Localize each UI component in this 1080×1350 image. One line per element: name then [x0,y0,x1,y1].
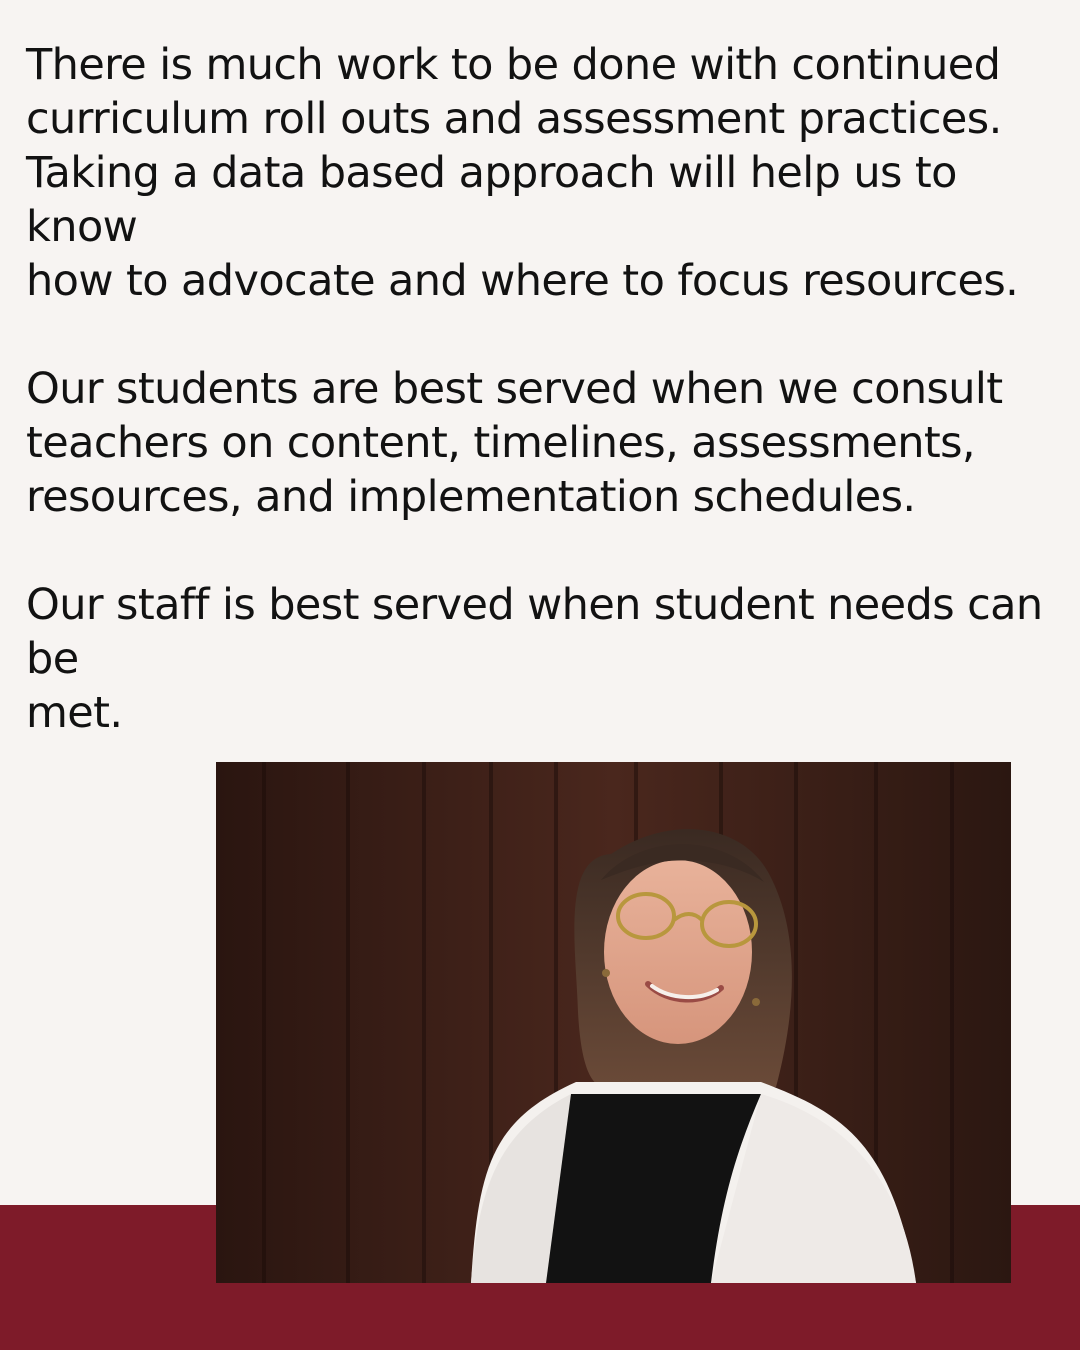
paragraph-3: Our staff is best served when student needs can be met. [26,580,1043,738]
portrait-photo [216,762,1011,1283]
paragraph-1: There is much work to be done with continued curriculum roll outs and assessment practices. Taking a data based approach will help us to know how to advocate and where to focus resources. [26,40,1019,306]
paragraph-2: Our students are best served when we consult teachers on content, timelines, assessments, resources, and implementation schedules. [26,364,1003,522]
main-text [26,38,1056,794]
portrait-illustration [216,762,1011,1283]
